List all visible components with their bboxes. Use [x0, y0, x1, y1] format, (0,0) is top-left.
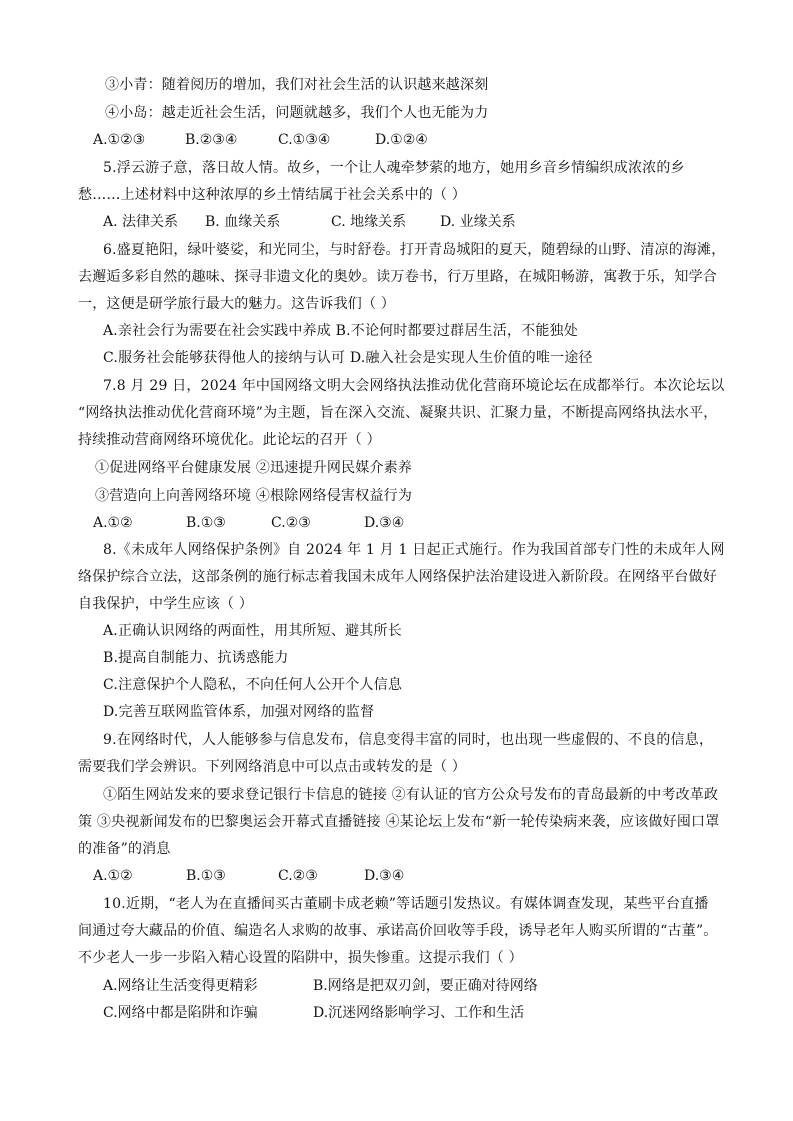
- q6-stem-line-2: 去邂逅多彩自然的趣味、探寻非遗文化的奥妙。读万卷书，行万里路，在城阳畅游，寓教于乐，知学合: [78, 269, 717, 285]
- q9-stem-line-1: 9.在网络时代，人人能够参与信息发布，信息变得丰富的同时，也出现一些虚假的、不良的信息，: [103, 732, 714, 748]
- q8-stem-line-3: 自我保护，中学生应该（ ）: [78, 596, 254, 612]
- q10-stem-line-1: 10.近期，“老人为在直播间买古董刷卡成老赖”等话题引发热议。有媒体调查发现，某些平台直播: [103, 896, 709, 912]
- q7-option-a[interactable]: A.①②: [93, 515, 133, 531]
- q8-option-c[interactable]: C.注意保护个人隐私，不向任何人公开个人信息: [103, 677, 403, 693]
- q4-option-b[interactable]: B.②③④: [185, 132, 238, 148]
- q4-option-c[interactable]: C.①③④: [278, 132, 331, 148]
- q10-stem-line-3: 不少老人一步一步陷入精心设置的陷阱中，损失惨重。这提示我们（ ）: [78, 950, 523, 966]
- q9-option-b[interactable]: B.①③: [186, 868, 226, 884]
- q7-statements-row-1: ①促进网络平台健康发展 ②迅速提升网民媒介素养: [95, 460, 413, 476]
- q8-stem-line-2: 络保护综合立法，这部条例的施行标志着我国未成年人网络保护法治建设进入新阶段。在网络平台做好: [78, 569, 717, 585]
- q10-option-b[interactable]: B.网络是把双刃剑，要正确对待网络: [313, 978, 538, 994]
- q5-option-c[interactable]: C. 地缘关系: [331, 214, 407, 230]
- q9-statements-line-3: 的准备”的消息: [78, 841, 171, 857]
- q7-stem-line-3: 持续推动营商网络环境优化。此论坛的召开（ ）: [78, 432, 381, 448]
- q6-stem-line-1: 6.盛夏艳阳，绿叶婆娑，和光同尘，与时舒卷。打开青岛城阳的夏天，随碧绿的山野、清凉的海滩，: [103, 242, 726, 258]
- q8-option-b[interactable]: B.提高自制能力、抗诱惑能力: [103, 650, 289, 666]
- q5-option-d[interactable]: D. 业缘关系: [440, 214, 516, 230]
- q9-statements-line-1: ①陌生网站发来的要求登记银行卡信息的链接 ②有认证的官方公众号发布的青岛最新的中考改革政: [103, 787, 719, 803]
- q7-statements-row-2: ③营造向上向善网络环境 ④根除网络侵害权益行为: [95, 488, 413, 504]
- q8-option-a[interactable]: A.正确认识网络的两面性，用其所短、避其所长: [103, 623, 402, 639]
- q5-option-b[interactable]: B. 血缘关系: [205, 214, 281, 230]
- q9-option-c[interactable]: C.②③: [278, 868, 318, 884]
- q5-stem-line-1: 5.浮云游子意，落日故人情。故乡，一个让人魂牵梦萦的地方，她用乡音乡情编织成浓浓的乡: [103, 160, 685, 176]
- q10-option-a[interactable]: A.网络让生活变得更精彩: [103, 978, 258, 994]
- q4-option-d[interactable]: D.①②④: [375, 132, 428, 148]
- q9-option-d[interactable]: D.③④: [364, 868, 405, 884]
- q9-stem-line-2: 需要我们学会辨识。下列网络消息中可以点击或转发的是（ ）: [78, 759, 467, 775]
- q7-option-d[interactable]: D.③④: [364, 515, 405, 531]
- q9-option-a[interactable]: A.①②: [93, 868, 133, 884]
- q6-option-row-2[interactable]: C.服务社会能够获得他人的接纳与认可 D.融入社会是实现人生价值的唯一途径: [103, 350, 593, 366]
- q5-stem-line-2: 愁……上述材料中这种浓厚的乡土情结属于社会关系中的（ ）: [78, 187, 467, 203]
- q6-option-row-1[interactable]: A.亲社会行为需要在社会实践中养成 B.不论何时都要过群居生活，不能独处: [103, 323, 578, 339]
- q5-option-a[interactable]: A. 法律关系: [103, 214, 179, 230]
- q7-option-c[interactable]: C.②③: [271, 515, 311, 531]
- q4-statement-4: ④小岛：越走近社会生活，问题就越多，我们个人也无能为力: [105, 105, 489, 121]
- q4-statement-3: ③小青：随着阅历的增加，我们对社会生活的认识越来越深刻: [105, 77, 489, 93]
- q7-option-b[interactable]: B.①③: [186, 515, 226, 531]
- q9-statements-line-2: 策 ③央视新闻发布的巴黎奥运会开幕式直播链接 ④某论坛上发布“新一轮传染病来袭，应该做好囤口罩: [78, 814, 720, 830]
- q10-option-d[interactable]: D.沉迷网络影响学习、工作和生活: [313, 1005, 525, 1021]
- q10-option-c[interactable]: C.网络中都是陷阱和诈骗: [103, 1005, 258, 1021]
- q4-option-a[interactable]: A.①②③: [93, 132, 146, 148]
- q7-stem-line-2: “网络执法推动优化营商环境”为主题，旨在深入交流、凝聚共识、汇聚力量，不断提高网络执法水平，: [78, 405, 718, 421]
- q10-stem-line-2: 间通过夸大藏品的价值、编造名人求购的故事、承诺高价回收等手段，诱导老年人购买所谓的“古董”。: [78, 923, 718, 939]
- q6-stem-line-3: 一，这便是研学旅行最大的魅力。这告诉我们（ ）: [78, 296, 396, 312]
- q8-stem-line-1: 8.《未成年人网络保护条例》自 2024 年 1 月 1 日起正式施行。作为我国首部专门性的未成年人网: [103, 542, 725, 558]
- q7-stem-line-1: 7.8 月 29 日，2024 年中国网络文明大会网络执法推动优化营商环境论坛在成都举行。本次论坛以: [103, 378, 725, 394]
- q8-option-d[interactable]: D.完善互联网监管体系，加强对网络的监督: [103, 704, 375, 720]
